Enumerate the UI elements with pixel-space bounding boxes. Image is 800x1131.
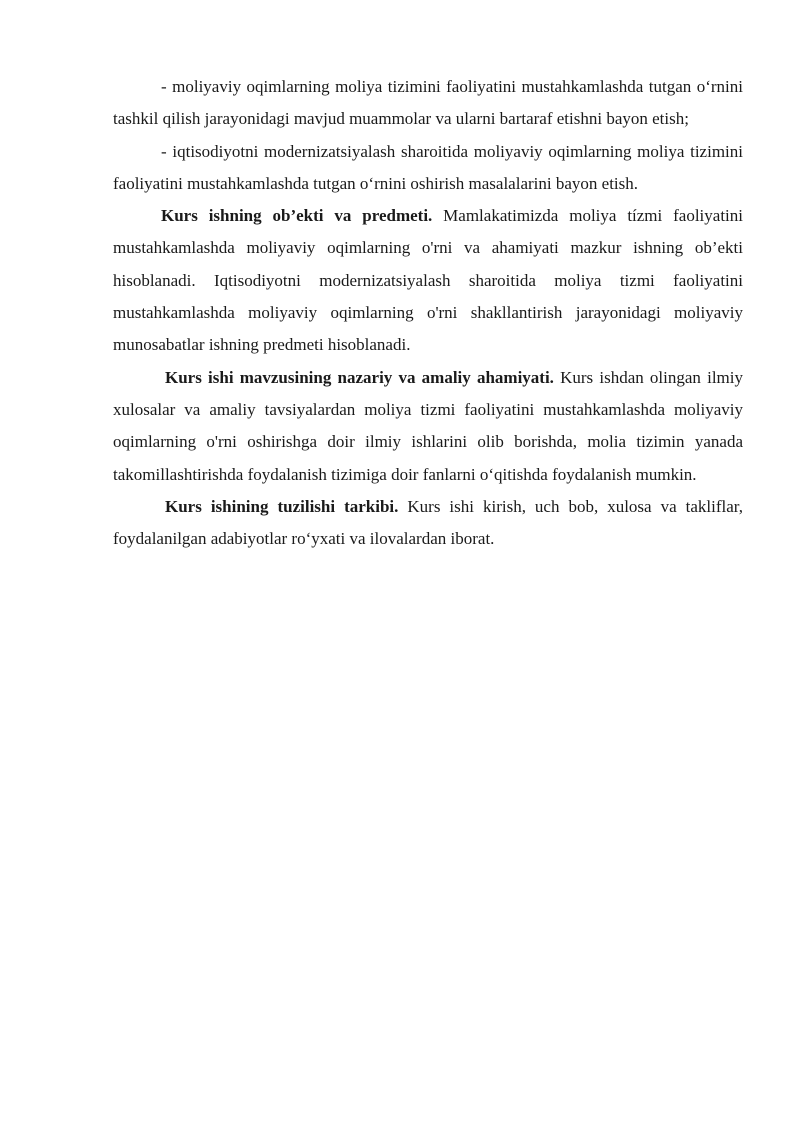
objective-item-2	[113, 136, 743, 201]
paragraph-text: - iqtisodiyotni modernizatsiyalash sharoitida moliyaviy oqimlarning moliya tizimini faoliyatini mustahkamlashda tutgan o‘rnini oshirish masalalarini bayon etish.	[113, 141, 743, 193]
objective-item-1	[113, 71, 743, 136]
section-heading: Kurs ishi mavzusining nazariy va amaliy ahamiyati.	[165, 367, 554, 387]
section-heading: Kurs ishning ob’ekti va predmeti.	[161, 206, 433, 226]
paragraph-text: Kurs ishdan olingan ilmiy xulosalar va amaliy tavsiyalardan moliya tizmi faoliyatini mustahkamlashda moliyaviy oqimlarning o'rni oshirishga doir ilmiy ishlarini olib borishda, molia tizimin yanada takomillashtirishda foydalanish tizimiga doir fanlarni o‘qitishda foydalanish mumkin.	[113, 367, 743, 484]
significance-paragraph	[113, 362, 743, 491]
paragraph-text: Mamlakatimizda moliya tízmi faoliyatini mustahkamlashda moliyaviy oqimlarning o'rni va ahamiyati mazkur ishning ob’ekti hisoblanadi. Iqtisodiyotni modernizatsiyalash sharoitida moliya tizmi faoliyatini mustahkamlashda moliyaviy oqimlarning o'rni shakllantirish jarayonidagi moliyaviy munosabatlar ishning predmeti hisoblanadi.	[113, 206, 743, 355]
paragraph-text: Kurs ishi kirish, uch bob, xulosa va takliflar, foydalanilgan adabiyotlar ro‘yxati va ilovalardan iborat.	[113, 496, 743, 549]
section-heading: Kurs ishining tuzilishi tarkibi.	[165, 496, 399, 516]
document-body	[113, 71, 743, 555]
paragraph-text: - moliyaviy oqimlarning moliya tizimini faoliyatini mustahkamlashda tutgan o‘rnini tashkil qilish jarayonidagi mavjud muammolar va ularni bartaraf etishni bayon etish;	[113, 77, 743, 129]
structure-paragraph	[113, 491, 743, 556]
object-and-subject-paragraph	[113, 200, 743, 361]
